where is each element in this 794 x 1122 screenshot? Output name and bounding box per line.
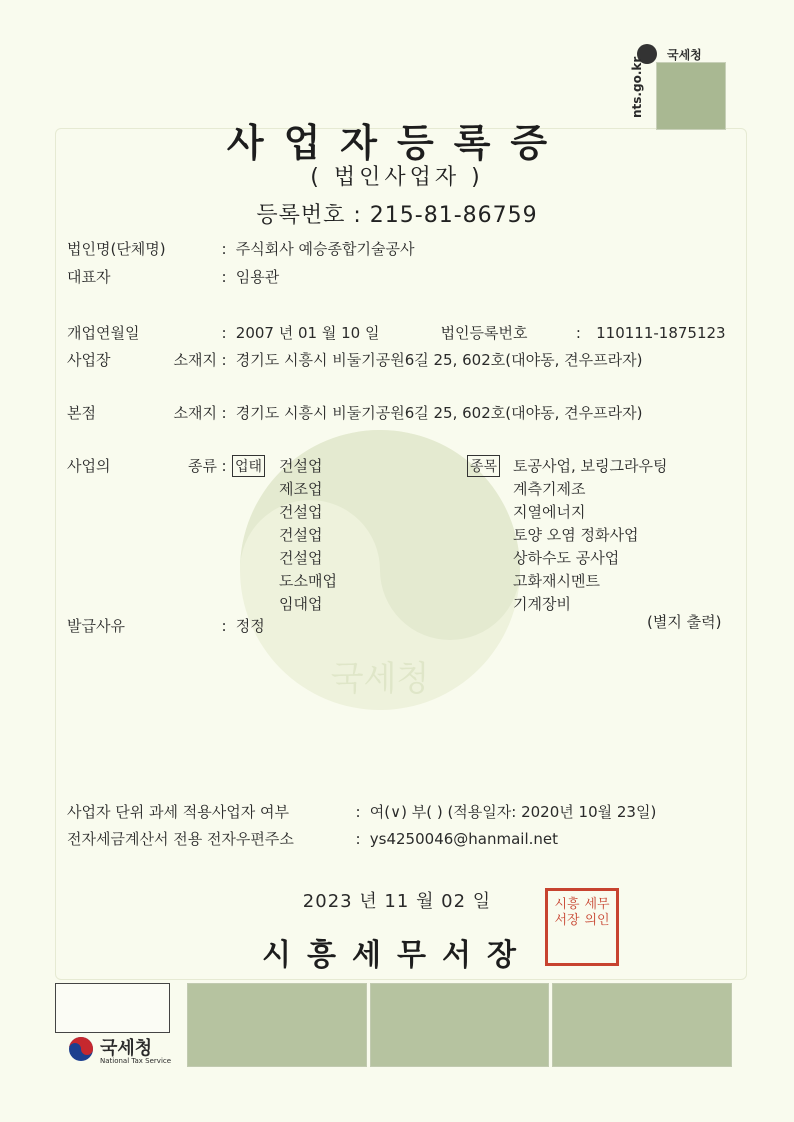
seal-text: 시흥 — [554, 897, 580, 912]
biz-addr-value: 경기도 시흥시 비둘기공원6길 25, 602호(대야동, 견우프라자) — [235, 351, 643, 369]
biz-addr-row: 사업장 소재지 : 경기도 시흥시 비둘기공원6길 25, 602호(대야동, 견우프라자) — [67, 351, 643, 369]
open-date-label: 개업연월일 — [67, 324, 140, 342]
category-tag: 업태 — [232, 455, 265, 477]
email-label: 전자세금계산서 전용 전자우편주소 — [67, 830, 294, 848]
biz-type-row: 사업의 종류 : — [67, 457, 227, 475]
category-item: 도소매업 — [279, 572, 337, 590]
corp-reg-label: 법인등록번호 — [440, 324, 528, 342]
document-title: 사업자등록증 — [226, 120, 568, 165]
corp-name-value: 주식회사 예승종합기술공사 — [235, 240, 415, 258]
email-value: ys4250046@hanmail.net — [369, 830, 559, 848]
category-item: 건설업 — [279, 503, 323, 521]
item-list — [513, 455, 667, 616]
nts-logo — [68, 1034, 178, 1070]
category-item: 건설업 — [279, 526, 323, 544]
item-entry: 고화재시멘트 — [513, 572, 600, 590]
registration-number — [0, 198, 794, 229]
item-entry: 상하수도 공사업 — [513, 549, 620, 567]
verification-barcode — [552, 983, 732, 1067]
hq-addr-row: 본점 소재지 : 경기도 시흥시 비둘기공원6길 25, 602호(대야동, 견우프라자) — [67, 404, 643, 422]
verification-barcode — [187, 983, 367, 1067]
category-item: 건설업 — [279, 457, 323, 475]
unit-tax-row: 사업자 단위 과세 적용사업자 여부 : 여(∨) 부( ) (적용일자: 2020년 10월 23일) — [67, 803, 657, 821]
category-list — [279, 455, 337, 616]
tax-office-name: 시흥세무서장 — [262, 938, 532, 973]
category-item: 임대업 — [279, 595, 323, 613]
item-entry: 기계장비 — [513, 595, 571, 613]
item-entry: 토양 오염 정화사업 — [513, 526, 639, 544]
item-tag: 종목 — [467, 455, 500, 477]
official-seal — [545, 888, 619, 966]
unit-tax-label: 사업자 단위 과세 적용사업자 여부 — [67, 803, 289, 821]
reason-label: 발급사유 — [67, 617, 125, 635]
reason-row: 발급사유 : 정정 — [67, 617, 265, 635]
corp-reg-value: 110111-1875123 — [596, 324, 726, 342]
item-entry: 토공사업, 보링그라우팅 — [513, 457, 668, 475]
blank-box — [55, 983, 170, 1033]
biz-type-label: 사업의 종류 — [67, 457, 217, 475]
verification-barcode — [370, 983, 549, 1067]
registration-value: 215-81-86759 — [369, 203, 538, 228]
category-item: 건설업 — [279, 549, 323, 567]
corp-name-label: 법인명(단체명) — [67, 240, 166, 258]
logo-korean: 국세청 — [100, 1038, 153, 1059]
open-date-row: 개업연월일 : 2007 년 01 월 10 일 법인등록번호 : 110111-1875123 — [67, 324, 726, 342]
rep-row: 대표자 : 임용관 — [67, 268, 280, 286]
seal-text: 의인 — [584, 913, 610, 928]
item-entry: 지열에너지 — [513, 503, 586, 521]
hq-addr-value: 경기도 시흥시 비둘기공원6길 25, 602호(대야동, 견우프라자) — [235, 404, 643, 422]
rep-label: 대표자 — [67, 268, 111, 286]
biz-addr-label: 사업장 소재지 — [67, 351, 217, 369]
registration-label: 등록번호 : — [256, 203, 362, 228]
item-entry: 계측기제조 — [513, 480, 586, 498]
reason-value: 정정 — [235, 617, 265, 635]
seal-text: 세무 — [584, 897, 610, 912]
seal-text: 서장 — [554, 913, 580, 928]
unit-tax-value: 여(∨) 부( ) (적용일자: 2020년 10월 23일) — [369, 803, 657, 821]
corp-name-row: 법인명(단체명) : 주식회사 예승종합기술공사 — [67, 240, 415, 258]
document-subtitle: ( 법인사업자 ) — [310, 165, 484, 190]
category-item: 제조업 — [279, 480, 323, 498]
open-date-value: 2007 년 01 월 10 일 — [235, 324, 380, 342]
annex-note: (별지 출력) — [647, 613, 722, 631]
hq-addr-label: 본점 소재지 — [67, 404, 217, 422]
taegeuk-icon — [68, 1036, 94, 1062]
issue-date: 2023 년 11 월 02 일 — [302, 891, 492, 912]
rep-value: 임용관 — [235, 268, 280, 286]
logo-english: National Tax Service — [100, 1057, 172, 1065]
watermark-label: 국세청 — [330, 659, 430, 699]
agency-logo-text: 국세청 — [667, 48, 702, 62]
email-row: 전자세금계산서 전용 전자우편주소 : ys4250046@hanmail.net — [67, 830, 559, 848]
agency-url: nts.go.kr — [630, 56, 644, 118]
